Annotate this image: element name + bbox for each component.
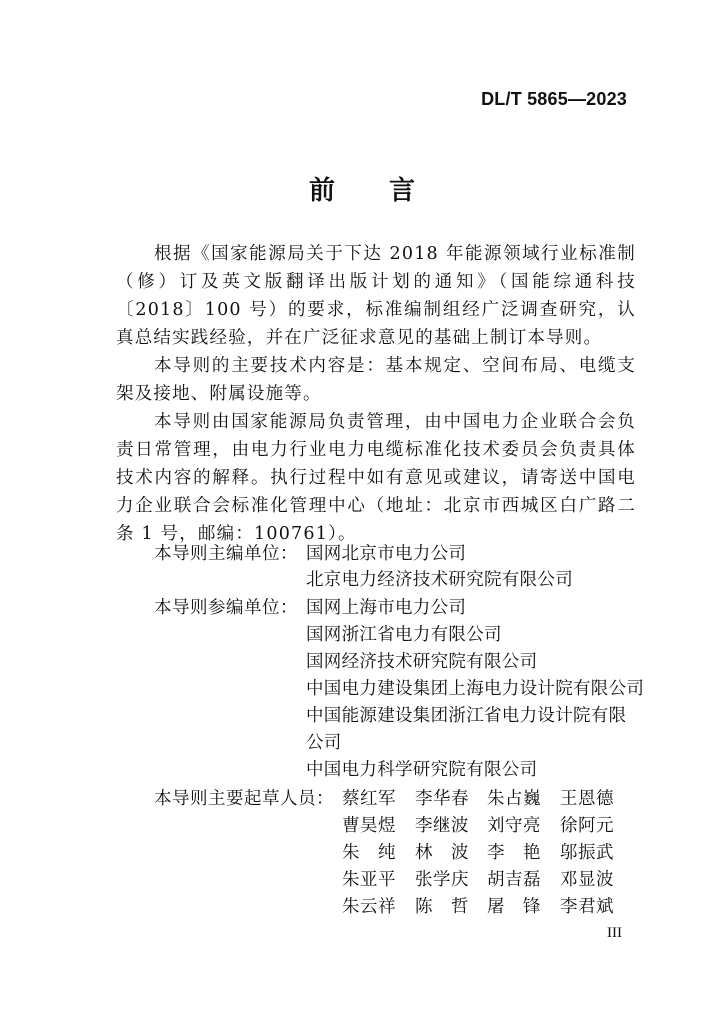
paragraph-3: 本导则由国家能源局负责管理，由中国电力企业联合会负责日常管理，由电力行业电力电缆标准化技术委员会负责具体技术内容的解释。执行过程中如有意见或建议，请寄送中国电力企业联合会标准化管理中心（地址：北京市西城区白广路二条 1 号，邮编：100761）。	[116, 412, 636, 544]
drafter-name: 王恩德	[560, 789, 614, 809]
participating-unit: 国网浙江省电力有限公司	[306, 625, 502, 645]
document-code: DL/T 5865—2023	[481, 89, 627, 109]
drafter-name: 刘守亮	[487, 816, 541, 836]
drafter-name: 朱占巍	[487, 789, 541, 809]
drafter-name: 朱亚平	[342, 870, 396, 890]
drafter-name: 朱云祥	[342, 897, 396, 917]
page-number: III	[607, 925, 622, 941]
drafter-name: 邬振武	[560, 843, 614, 863]
chief-editor-unit: 国网北京市电力公司	[306, 544, 467, 564]
participating-unit: 国网经济技术研究院有限公司	[306, 652, 538, 672]
participating-unit: 国网上海市电力公司	[306, 598, 467, 618]
participating-unit: 中国电力建设集团上海电力设计院有限公司	[306, 679, 645, 699]
participating-label: 本导则参编单位：	[154, 598, 298, 618]
chief-editor-label: 本导则主编单位：	[154, 544, 298, 564]
drafter-name: 屠 锋	[487, 897, 541, 917]
participating-unit: 公司	[306, 733, 342, 753]
drafter-name: 邓显波	[560, 870, 614, 890]
drafter-name: 朱 纯	[342, 843, 396, 863]
drafter-name: 李 艳	[487, 843, 541, 863]
drafter-name: 陈 哲	[415, 897, 469, 917]
drafter-name: 曹昊煜	[342, 816, 396, 836]
drafters-label: 本导则主要起草人员：	[154, 789, 334, 809]
paragraph-1: 根据《国家能源局关于下达 2018 年能源领域行业标准制（修）订及英文版翻译出版计划的通知》（国能综通科技〔2018〕100 号）的要求，标准编制组经广泛调查研究，认真总结实践经验，并在广泛征求意见的基础上制订本导则。	[116, 244, 636, 348]
chief-editor-unit: 北京电力经济技术研究院有限公司	[306, 570, 573, 590]
participating-unit: 中国能源建设集团浙江省电力设计院有限	[306, 706, 627, 726]
drafter-name: 李君斌	[560, 897, 614, 917]
drafter-name: 林 波	[415, 843, 469, 863]
drafter-name: 徐阿元	[560, 816, 614, 836]
drafter-name: 张学庆	[415, 870, 469, 890]
drafter-name: 胡吉磊	[487, 870, 541, 890]
page-title: 前言	[308, 176, 469, 206]
participating-unit: 中国电力科学研究院有限公司	[306, 760, 538, 780]
paragraph-2: 本导则的主要技术内容是：基本规定、空间布局、电缆支架及接地、附属设施等。	[116, 356, 636, 404]
drafter-name: 李华春	[415, 789, 469, 809]
drafter-name: 李继波	[415, 816, 469, 836]
drafter-name: 蔡红军	[342, 789, 396, 809]
